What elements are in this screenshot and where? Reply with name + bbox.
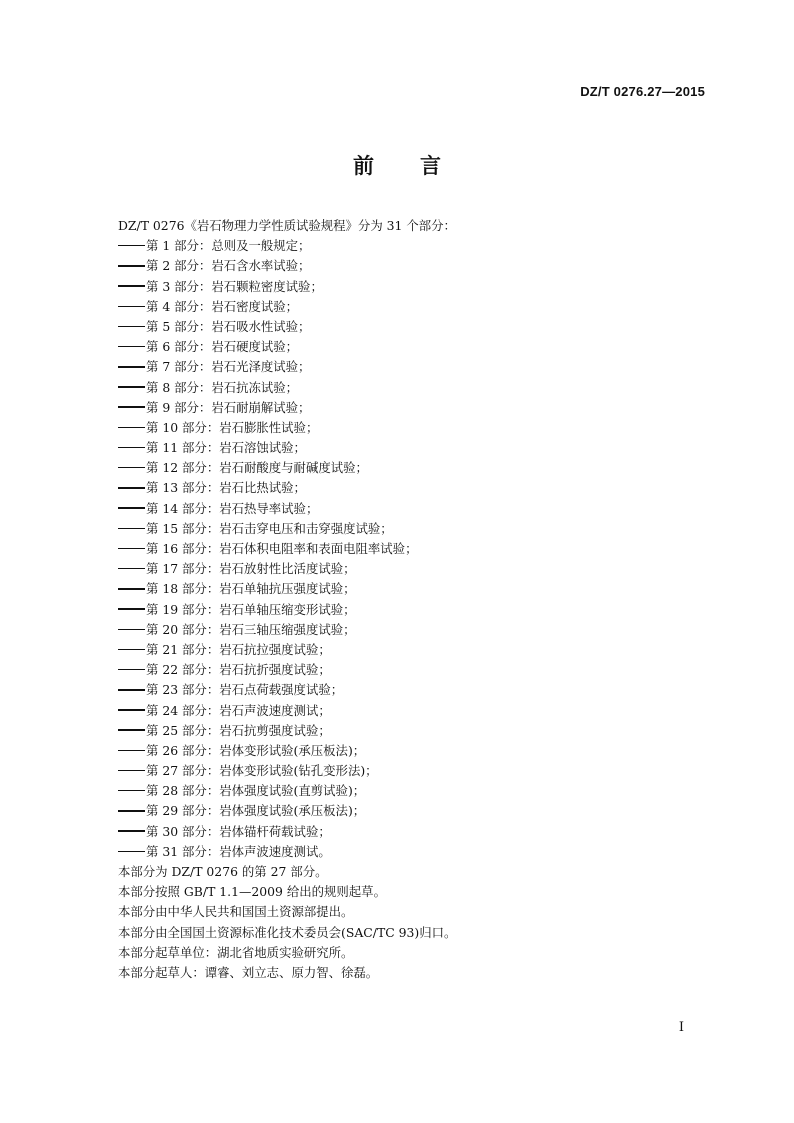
list-item	[118, 418, 698, 438]
part-label: 第 10 部分：岩石膨胀性试验；	[146, 419, 319, 435]
list-item	[118, 680, 698, 700]
list-item	[118, 721, 698, 741]
list-item	[118, 539, 698, 559]
em-dash-mark	[118, 265, 145, 266]
em-dash-mark	[118, 830, 145, 831]
em-dash-mark	[118, 386, 145, 387]
list-item	[118, 317, 698, 337]
list-item	[118, 822, 698, 842]
em-dash-mark	[118, 548, 145, 549]
part-label: 第 20 部分：岩石三轴压缩强度试验；	[146, 621, 356, 637]
paragraph: 本部分由中华人民共和国国土资源部提出。	[118, 904, 354, 920]
em-dash-mark	[118, 245, 145, 246]
em-dash-mark	[118, 709, 145, 710]
foreword-body	[118, 216, 698, 983]
em-dash-mark	[118, 608, 145, 609]
em-dash-mark	[118, 810, 145, 811]
part-label: 第 12 部分：岩石耐酸度与耐碱度试验；	[146, 460, 368, 476]
part-label: 第 6 部分：岩石硬度试验；	[146, 339, 299, 355]
list-item	[118, 660, 698, 680]
list-item	[118, 781, 698, 801]
list-item	[118, 478, 698, 498]
em-dash-mark	[118, 285, 145, 286]
part-label: 第 23 部分：岩石点荷载强度试验；	[146, 682, 344, 698]
title-char-1: 前	[353, 154, 374, 178]
em-dash-mark	[118, 588, 145, 589]
em-dash-mark	[118, 447, 145, 448]
part-label: 第 11 部分：岩石溶蚀试验；	[146, 440, 306, 456]
list-item	[118, 519, 698, 539]
em-dash-mark	[118, 346, 145, 347]
em-dash-mark	[118, 689, 145, 690]
list-item	[118, 579, 698, 599]
part-label: 第 27 部分：岩体变形试验(钻孔变形法)；	[146, 763, 378, 779]
paragraph: 本部分起草单位：湖北省地质实验研究所。	[118, 944, 354, 960]
list-item	[118, 640, 698, 660]
part-label: 第 26 部分：岩体变形试验(承压板法)；	[146, 742, 366, 758]
list-item	[118, 297, 698, 317]
em-dash-mark	[118, 528, 145, 529]
part-label: 第 29 部分：岩体强度试验(承压板法)；	[146, 803, 366, 819]
page-title	[0, 150, 794, 180]
em-dash-mark	[118, 406, 145, 407]
part-label: 第 15 部分：岩石击穿电压和击穿强度试验；	[146, 520, 393, 536]
part-label: 第 3 部分：岩石颗粒密度试验；	[146, 278, 323, 294]
document-code: DZ/T 0276.27—2015	[580, 84, 705, 99]
list-item	[118, 357, 698, 377]
list-item	[118, 600, 698, 620]
part-label: 第 14 部分：岩石热导率试验；	[146, 500, 319, 516]
part-label: 第 31 部分：岩体声波速度测试。	[146, 843, 331, 859]
part-label: 第 17 部分：岩石放射性比活度试验；	[146, 561, 356, 577]
part-label: 第 13 部分：岩石比热试验；	[146, 480, 306, 496]
part-label: 第 7 部分：岩石光泽度试验；	[146, 359, 311, 375]
part-label: 第 8 部分：岩石抗冻试验；	[146, 379, 299, 395]
page-number: I	[678, 1020, 684, 1035]
paragraph: 本部分按照 GB/T 1.1—2009 给出的规则起草。	[118, 884, 386, 900]
part-label: 第 28 部分：岩体强度试验(直剪试验)；	[146, 783, 366, 799]
em-dash-mark	[118, 507, 145, 508]
list-item	[118, 842, 698, 862]
em-dash-mark	[118, 669, 145, 670]
part-label: 第 24 部分：岩石声波速度测试；	[146, 702, 331, 718]
em-dash-mark	[118, 649, 145, 650]
part-label: 第 16 部分：岩石体积电阻率和表面电阻率试验；	[146, 541, 418, 556]
list-item	[118, 398, 698, 418]
list-item	[118, 801, 698, 821]
list-item	[118, 761, 698, 781]
paragraph: 本部分由全国国土资源标准化技术委员会(SAC/TC 93)归口。	[118, 924, 457, 940]
list-item	[118, 620, 698, 640]
parts-list	[118, 236, 698, 862]
em-dash-mark	[118, 770, 145, 771]
part-label: 第 18 部分：岩石单轴抗压强度试验；	[146, 581, 356, 597]
em-dash-mark	[118, 427, 145, 428]
part-label: 第 5 部分：岩石吸水性试验；	[146, 318, 311, 334]
intro-line: DZ/T 0276《岩石物理力学性质试验规程》分为 31 个部分：	[118, 218, 456, 233]
em-dash-mark	[118, 790, 145, 791]
part-label: 第 2 部分：岩石含水率试验；	[146, 258, 311, 274]
part-label: 第 30 部分：岩体锚杆荷载试验；	[146, 823, 331, 839]
list-item	[118, 277, 698, 297]
list-item	[118, 337, 698, 357]
part-label: 第 22 部分：岩石抗折强度试验；	[146, 662, 331, 678]
em-dash-mark	[118, 326, 145, 327]
em-dash-mark	[118, 306, 145, 307]
em-dash-mark	[118, 750, 145, 751]
em-dash-mark	[118, 729, 145, 730]
part-label: 第 21 部分：岩石抗拉强度试验；	[146, 641, 331, 657]
paragraph-list	[118, 862, 698, 983]
em-dash-mark	[118, 487, 145, 488]
part-label: 第 1 部分：总则及一般规定；	[146, 238, 311, 254]
part-label: 第 9 部分：岩石耐崩解试验；	[146, 399, 311, 415]
paragraph: 本部分起草人：谭睿、刘立志、原力智、徐磊。	[118, 964, 379, 980]
part-label: 第 4 部分：岩石密度试验；	[146, 298, 299, 314]
list-item	[118, 559, 698, 579]
em-dash-mark	[118, 629, 145, 630]
list-item	[118, 701, 698, 721]
list-item	[118, 458, 698, 478]
em-dash-mark	[118, 467, 145, 468]
list-item	[118, 741, 698, 761]
list-item	[118, 499, 698, 519]
list-item	[118, 438, 698, 458]
em-dash-mark	[118, 568, 145, 569]
part-label: 第 25 部分：岩石抗剪强度试验；	[146, 722, 331, 738]
em-dash-mark	[118, 851, 145, 852]
list-item	[118, 378, 698, 398]
paragraph: 本部分为 DZ/T 0276 的第 27 部分。	[118, 864, 328, 879]
part-label: 第 19 部分：岩石单轴压缩变形试验；	[146, 601, 356, 617]
list-item	[118, 236, 698, 256]
em-dash-mark	[118, 366, 145, 367]
list-item	[118, 256, 698, 276]
title-char-2: 言	[420, 154, 441, 178]
